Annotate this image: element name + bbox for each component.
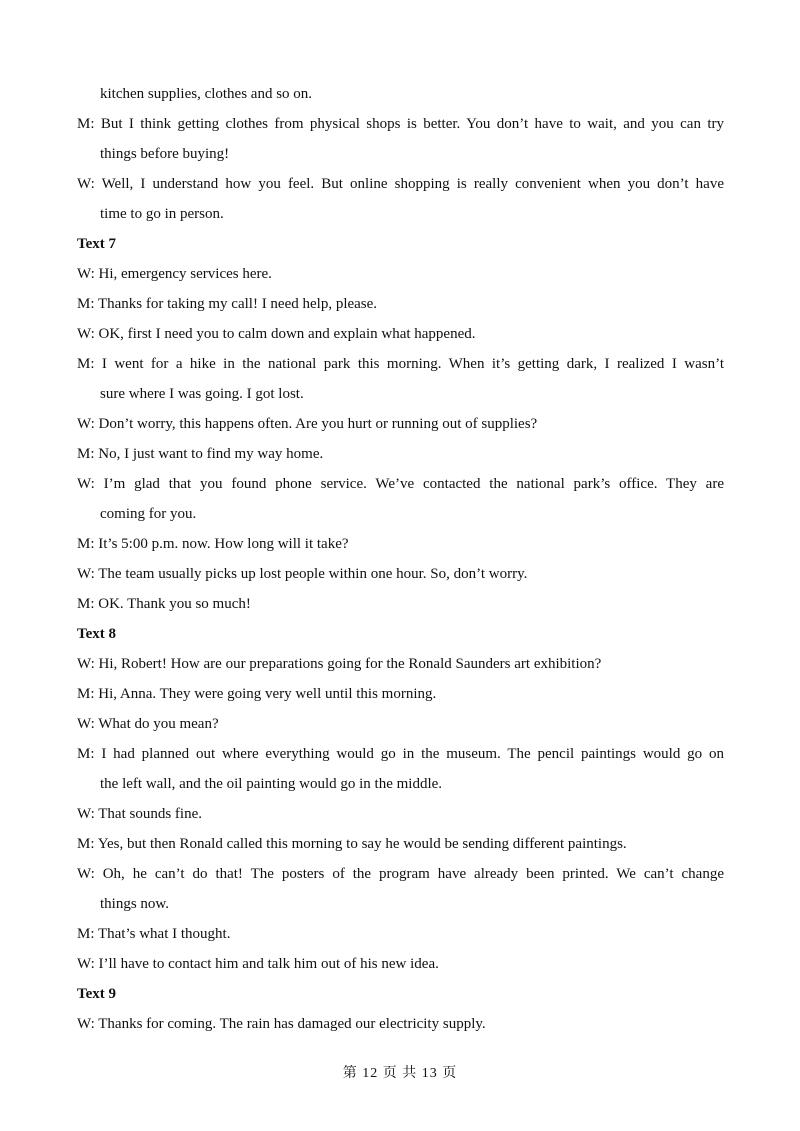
transcript-line: things before buying!: [100, 146, 230, 162]
transcript-line: W: Oh, he can’t do that! The posters of the program have already been printed. We can’t change: [77, 866, 724, 882]
transcript-line: things now.: [100, 896, 170, 912]
transcript-line: W: What do you mean?: [77, 716, 219, 732]
transcript-line: M: Hi, Anna. They were going very well until this morning.: [77, 686, 437, 702]
transcript-line: W: That sounds fine.: [77, 806, 202, 822]
transcript-line: sure where I was going. I got lost.: [100, 386, 304, 402]
transcript-line: W: OK, first I need you to calm down and explain what happened.: [77, 326, 476, 342]
transcript-line: M: Yes, but then Ronald called this morning to say he would be sending different paintings.: [77, 836, 627, 852]
transcript-line: M: Thanks for taking my call! I need help, please.: [77, 296, 378, 312]
transcript-line: W: Well, I understand how you feel. But online shopping is really convenient when you don’t have: [77, 176, 724, 192]
section-heading: Text 9: [77, 986, 117, 1002]
transcript-line: W: Thanks for coming. The rain has damaged our electricity supply.: [77, 1016, 486, 1032]
transcript-line: time to go in person.: [100, 206, 224, 222]
transcript-line: W: The team usually picks up lost people within one hour. So, don’t worry.: [77, 566, 528, 582]
page-number-footer: 第 12 页 共 13 页: [342, 1066, 458, 1081]
transcript-line: kitchen supplies, clothes and so on.: [100, 86, 313, 102]
section-heading: Text 8: [77, 626, 117, 642]
section-heading: Text 7: [77, 236, 117, 252]
transcript-line: M: OK. Thank you so much!: [77, 596, 251, 612]
transcript-line: W: Don’t worry, this happens often. Are you hurt or running out of supplies?: [77, 416, 538, 432]
transcript-line: W: I’ll have to contact him and talk him out of his new idea.: [77, 956, 439, 972]
transcript-line: M: No, I just want to find my way home.: [77, 446, 324, 462]
transcript-line: the left wall, and the oil painting would go in the middle.: [100, 776, 443, 792]
transcript-line: M: I had planned out where everything would go in the museum. The pencil paintings would go on: [77, 746, 724, 762]
transcript-body: [77, 79, 724, 1039]
transcript-line: W: Hi, Robert! How are our preparations going for the Ronald Saunders art exhibition?: [77, 656, 602, 672]
transcript-line: M: But I think getting clothes from physical shops is better. You don’t have to wait, and you can try: [77, 116, 724, 132]
transcript-line: M: That’s what I thought.: [77, 926, 231, 942]
transcript-line: W: I’m glad that you found phone service. We’ve contacted the national park’s office. They are: [77, 476, 724, 492]
transcript-line: M: I went for a hike in the national park this morning. When it’s getting dark, I realized I wasn’t: [77, 356, 724, 372]
transcript-line: M: It’s 5:00 p.m. now. How long will it take?: [77, 536, 349, 552]
transcript-line: W: Hi, emergency services here.: [77, 266, 272, 282]
transcript-line: coming for you.: [100, 506, 197, 522]
